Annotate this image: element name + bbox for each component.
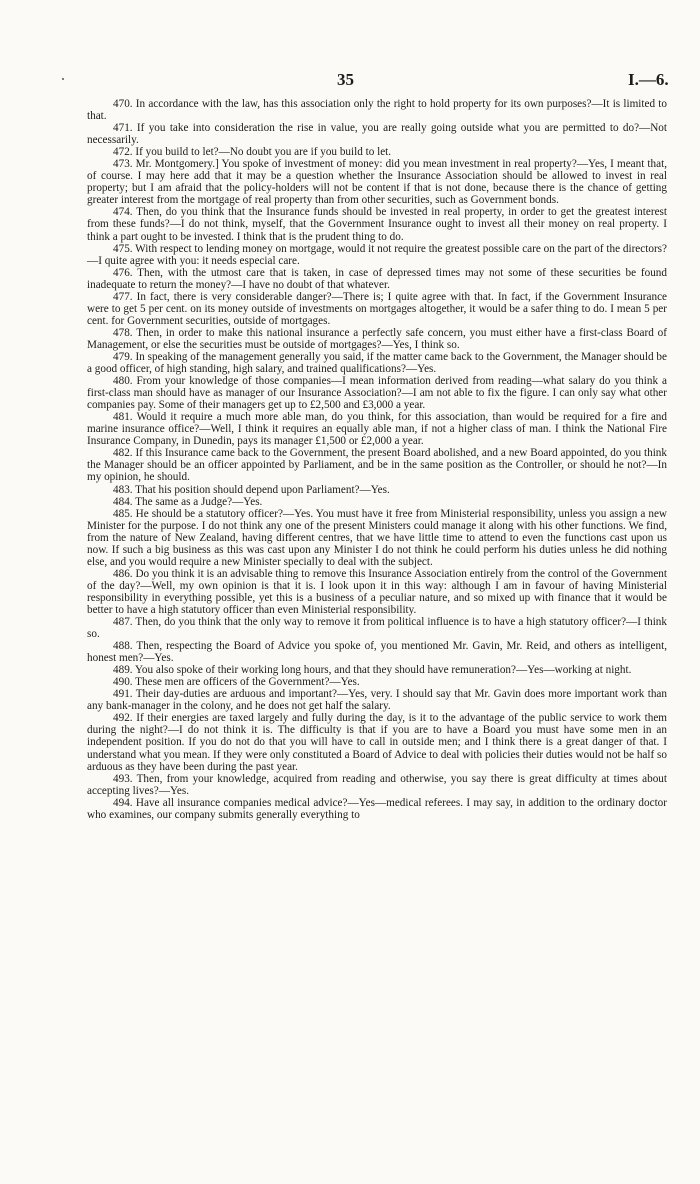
testimony-body	[87, 98, 667, 821]
margin-dot	[62, 78, 64, 80]
paragraph-475: 475. With respect to lending money on mortgage, would it not require the greatest possible care on the part of the directors?—I quite agree with you: it needs especial care.	[87, 242, 667, 267]
paragraph-476: 476. Then, with the utmost care that is taken, in case of depressed times may not some of these securities be found inadequate to return the money?—I have no doubt of that whatever.	[87, 266, 667, 291]
paragraph-490: 490. These men are officers of the Government?—Yes.	[113, 676, 360, 689]
paragraph-493: 493. Then, from your knowledge, acquired from reading and otherwise, you say there is great difficulty at times about accepting lives?—Yes.	[87, 772, 667, 797]
paragraph-472: 472. If you build to let?—No doubt you are if you build to let.	[113, 146, 392, 159]
paragraph-470: 470. In accordance with the law, has this association only the right to hold property for its own purposes?—It is limited to that.	[87, 98, 667, 123]
document-reference: I.—6.	[628, 70, 669, 89]
paragraph-488: 488. Then, respecting the Board of Advice you spoke of, you mentioned Mr. Gavin, Mr. Reid, and others as intelligent, honest men?—Yes.	[87, 640, 667, 665]
paragraph-494: 494. Have all insurance companies medical advice?—Yes—medical referees. I may say, in addition to the ordinary doctor who examines, our company submits generally everything to	[87, 796, 667, 821]
paragraph-491: 491. Their day-duties are arduous and important?—Yes, very. I should say that Mr. Gavin does more important work than any bank-manager in the colony, and he does not get half the salary.	[87, 688, 667, 713]
paragraph-481: 481. Would it require a much more able man, do you think, for this association, than would be required for a fire and marine insurance office?—Well, I think it requires an equally able man, if not a higher class of man. I think the National Fire Insurance Company, in Dunedin, pays its manager £1,500 or £2,000 a year.	[87, 411, 667, 448]
paragraph-487: 487. Then, do you think that the only way to remove it from political influence is to have a high statutory officer?—I think so.	[87, 616, 667, 641]
paragraph-484: 484. The same as a Judge?—Yes.	[113, 495, 263, 508]
page-header	[0, 70, 700, 94]
paragraph-479: 479. In speaking of the management generally you said, if the matter came back to the Government, the Manager should be a good officer, of high standing, high salary, and trained qualifications?—Yes.	[87, 350, 667, 376]
paragraph-483: 483. That his position should depend upon Parliament?—Yes.	[113, 483, 390, 496]
paragraph-489: 489. You also spoke of their working long hours, and that they should have remuneration?—Yes—working at night.	[113, 664, 632, 677]
paragraph-485: 485. He should be a statutory officer?—Yes. You must have it free from Ministerial responsibility, unless you assign a new Minister for the purpose. I do not think any one of the present Ministers could manage it along with his other functions. We find, from the nature of New Zealand, having different centres, that we have little time to attend to even the functions cast upon us now. If such a big business as this was cast upon any Minister I do not think he could perform his duties unless he did nothing else, and you would require a new Minister specially to deal with the subject.	[87, 507, 667, 568]
page-number: 35	[337, 70, 354, 89]
paragraph-492: 492. If their energies are taxed largely and fully during the day, is it to the advantage of the public service to work them during the night?—I do not think it is. The difficulty is that if you are to have a Board you must have some men in an independent position. If you do not do that you will have to call in outside men; and I think there is a great danger of that. I understand what you mean. If they were only constituted a Board of Advice to deal with policies their duties would not be half so arduous as they have been during the past year.	[87, 712, 667, 773]
paragraph-482: 482. If this Insurance came back to the Government, the present Board abolished, and a new Board appointed, do you think the Manager should be an officer appointed by Parliament, and be in the same position as the Controller, or should he not?—In my opinion, he should.	[87, 447, 667, 484]
paragraph-480: 480. From your knowledge of those companies—I mean information derived from reading—what salary do you think a first-class man should have as manager of our Insurance Association?—I am not able to fix the figure. I can only say what other companies pay. Some of their managers get up to £2,500 and £3,000 a year.	[87, 375, 667, 412]
paragraph-486: 486. Do you think it is an advisable thing to remove this Insurance Association entirely from the control of the Government of the day?—Well, my own opinion is that it is. I look upon it in this way: although I am in favour of having Ministerial responsibility in everything possible, yet this is a business of a peculiar nature, and so mixed up with finance that it would be better to have a high statutory officer than even Ministerial responsibility.	[87, 567, 667, 616]
paragraph-474: 474. Then, do you think that the Insurance funds should be invested in real property, in order to get the greatest interest from these funds?—I do not think, myself, that the Government Insurance ought to invest all their money on real property. I think a part ought to be invested. I think that is the prudent thing to do.	[87, 206, 667, 243]
paragraph-478: 478. Then, in order to make this national insurance a perfectly safe concern, you must either have a first-class Board of Management, or else the securities must be outside of mortgages?—Yes, I think so.	[87, 326, 667, 351]
paragraph-471: 471. If you take into consideration the rise in value, you are really going outside what you are permitted to do?—Not necessarily.	[87, 122, 667, 147]
paragraph-477: 477. In fact, there is very considerable danger?—There is; I quite agree with that. In fact, if the Government Insurance were to get 5 per cent. on its money outside of investments on mortgages altogether, it would be a safer thing to do. I mean 5 per cent. for Government securities, outside of mortgages.	[87, 290, 667, 327]
paragraph-473: 473. Mr. Montgomery.] You spoke of investment of money: did you mean investment in real property?—Yes, I meant that, of course. I may here add that it may be a question whether the Insurance Association should be allowed to invest in real property; but I am afraid that the policy-holders will not be content if that is not done, because there is the chance of getting greater interest from the mortgage of real property than from other securities, such as Government bonds.	[87, 158, 667, 207]
